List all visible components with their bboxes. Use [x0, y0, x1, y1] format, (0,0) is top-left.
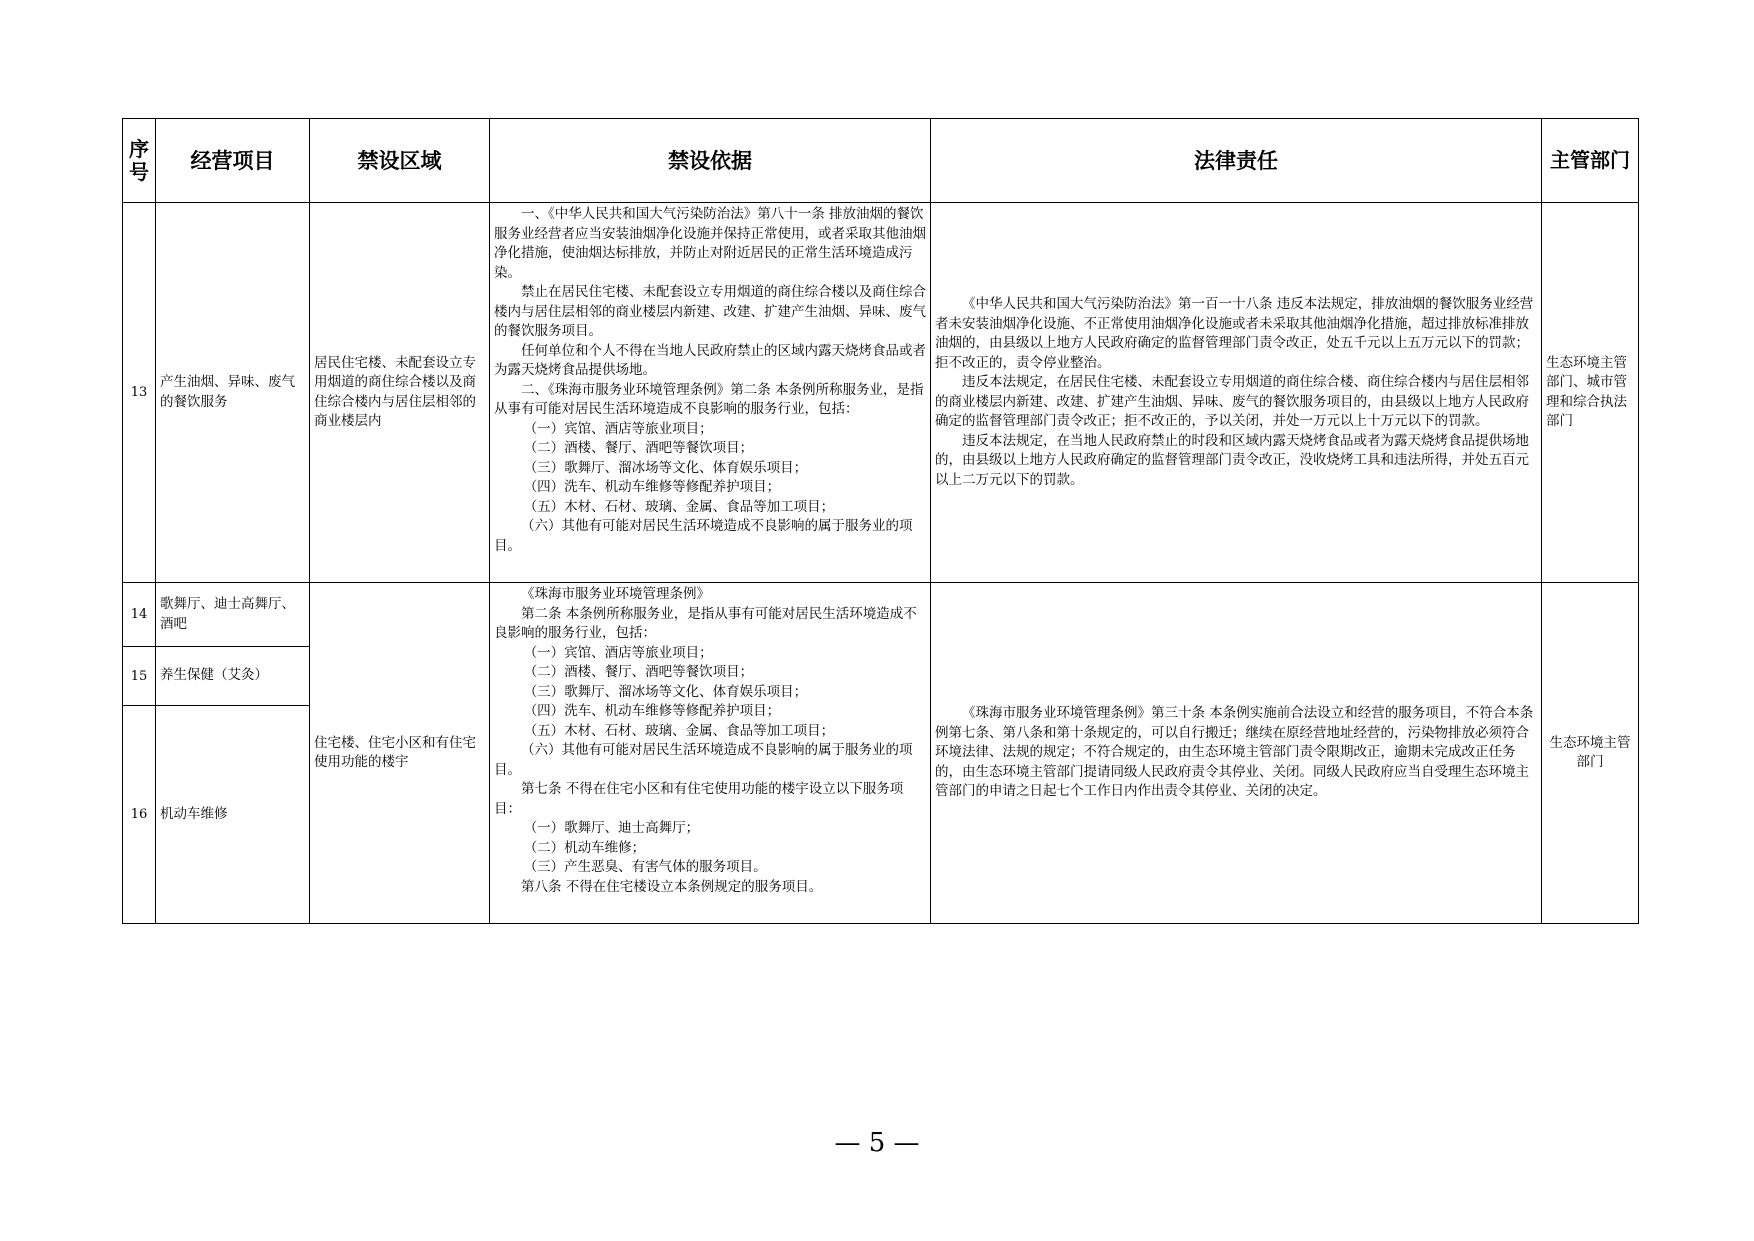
row13-basis-p1: 一、《中华人民共和国大气污染防治法》第八十一条 排放油烟的餐饮服务业经营者应当安装油烟净化设施并保持正常使用，或者采取其他油烟净化措施，使油烟达标排放，并防止对附近居民的正常生活环境造成污染。: [494, 206, 926, 281]
row13-basis: [490, 203, 931, 583]
group-basis-art2-item-4: （四）洗车、机动车维修等修配养护项目；: [523, 703, 781, 719]
group-liability-p1: 《珠海市服务业环境管理条例》第三十条 本条例实施前合法设立和经营的服务项目，不符合本条例第七条、第八条和第十条规定的，可以自行搬迁；继续在原经营地址经营的，污染物排放必须符合环境法律、法规的规定；不符合规定的，由生态环境主管部门责令限期改正，逾期未完成改正任务的，由生态环境主管部门提请同级人民政府责令其停业、关闭。同级人民政府应当自受理生态环境主管部门的申请之日起七个工作日内作出责令其停业、关闭的决定。: [935, 705, 1534, 800]
row13-basis-p3: 任何单位和个人不得在当地人民政府禁止的区域内露天烧烤食品或者为露天烧烤食品提供场地。: [494, 342, 926, 378]
row13-basis-item-2: （二）酒楼、餐厅、酒吧等餐饮项目；: [523, 440, 754, 456]
row14-item: 歌舞厅、迪士高舞厅、酒吧: [156, 583, 310, 647]
row13-liability-p1: 《中华人民共和国大气污染防治法》第一百一十八条 违反本法规定，排放油烟的餐饮服务业经营者未安装油烟净化设施、不正常使用油烟净化设施或者未采取其他油烟净化措施，超过排放标准排放油烟的，由县级以上地方人民政府确定的监督管理部门责令改正，处五千元以上五万元以下的罚款；拒不改正的，责令停业整治。: [935, 296, 1534, 371]
row13-basis-item-6: （六）其他有可能对居民生活环境造成不良影响的属于服务业的项目。: [494, 518, 913, 554]
row16-item: 机动车维修: [156, 706, 310, 924]
group-basis-title: 《珠海市服务业环境管理条例》: [521, 586, 710, 602]
regulation-table: [122, 118, 1639, 924]
group-basis-art8: 第八条 不得在住宅楼设立本条例规定的服务项目。: [521, 878, 823, 895]
group-basis: [490, 583, 931, 924]
header-item: 经营项目: [156, 119, 310, 203]
row13-basis-p2: 禁止在居民住宅楼、未配套设立专用烟道的商住综合楼以及商住综合楼内与居住层相邻的商业楼层内新建、改建、扩建产生油烟、异味、废气的餐饮服务项目。: [494, 284, 926, 339]
table-row-14: [123, 583, 1639, 647]
row13-dept: 生态环境主管部门、城市管理和综合执法部门: [1542, 203, 1639, 583]
group-basis-art7-item-1: （一）歌舞厅、迪士高舞厅；: [523, 820, 700, 836]
row13-liability-p2: 违反本法规定，在居民住宅楼、未配套设立专用烟道的商住综合楼、商住综合楼内与居住层相邻的商业楼层内新建、改建、扩建产生油烟、异味、废气的餐饮服务项目的，由县级以上地方人民政府确定的监督管理部门责令改正；拒不改正的，予以关闭，并处一万元以上十万元以下的罚款。: [935, 374, 1529, 429]
table-row-13: [123, 203, 1639, 583]
group-basis-art2-item-5: （五）木材、石材、玻璃、金属、食品等加工项目；: [523, 722, 835, 739]
group-area: 住宅楼、住宅小区和有住宅使用功能的楼宇: [310, 583, 490, 924]
group-basis-art2-item-6: （六）其他有可能对居民生活环境造成不良影响的属于服务业的项目。: [494, 742, 913, 778]
row13-basis-item-1: （一）宾馆、酒店等旅业项目；: [523, 420, 713, 437]
row13-liability-p3: 违反本法规定，在当地人民政府禁止的时段和区域内露天烧烤食品或者为露天烧烤食品提供场地的，由县级以上地方人民政府确定的监督管理部门责令改正，没收烧烤工具和违法所得，并处五百元以上二万元以下的罚款。: [935, 432, 1529, 488]
row13-basis-p4: 二、《珠海市服务业环境管理条例》第二条 本条例所称服务业，是指从事有可能对居民生活环境造成不良影响的服务行业，包括：: [494, 381, 924, 417]
group-liability: [931, 583, 1542, 924]
group-basis-art2-item-1: （一）宾馆、酒店等旅业项目；: [523, 644, 713, 661]
row15-seq: 15: [123, 647, 156, 706]
row13-area: 居民住宅楼、未配套设立专用烟道的商住综合楼以及商住综合楼内与居住层相邻的商业楼层内: [310, 203, 490, 583]
row16-seq: 16: [123, 706, 156, 924]
group-basis-art2-item-2: （二）酒楼、餐厅、酒吧等餐饮项目；: [523, 664, 754, 680]
header-dept: 主管部门: [1542, 119, 1639, 203]
row13-liability: [931, 203, 1542, 583]
group-basis-art2-item-3: （三）歌舞厅、溜冰场等文化、体育娱乐项目；: [523, 683, 808, 700]
header-seq: 序号: [123, 119, 156, 203]
header-liability: 法律责任: [931, 119, 1542, 203]
row15-item: 养生保健（艾灸）: [156, 647, 310, 706]
row13-basis-item-4: （四）洗车、机动车维修等修配养护项目；: [523, 479, 781, 495]
header-row: [123, 119, 1639, 203]
header-area: 禁设区域: [310, 119, 490, 203]
row13-seq: 13: [123, 203, 156, 583]
row13-basis-item-5: （五）木材、石材、玻璃、金属、食品等加工项目；: [523, 498, 835, 515]
row13-basis-item-3: （三）歌舞厅、溜冰场等文化、体育娱乐项目；: [523, 459, 808, 476]
group-basis-art7: 第七条 不得在住宅小区和有住宅使用功能的楼宇设立以下服务项目：: [494, 781, 904, 817]
group-basis-art7-item-2: （二）机动车维修；: [523, 839, 646, 856]
row13-item: 产生油烟、异味、废气的餐饮服务: [156, 203, 310, 583]
group-basis-art7-item-3: （三）产生恶臭、有害气体的服务项目。: [523, 859, 767, 875]
group-basis-art2: 第二条 本条例所称服务业，是指从事有可能对居民生活环境造成不良影响的服务行业，包括：: [494, 605, 917, 641]
row14-seq: 14: [123, 583, 156, 647]
header-basis: 禁设依据: [490, 119, 931, 203]
page-number: — 5 —: [834, 1128, 920, 1158]
group-dept: 生态环境主管部门: [1542, 583, 1639, 924]
